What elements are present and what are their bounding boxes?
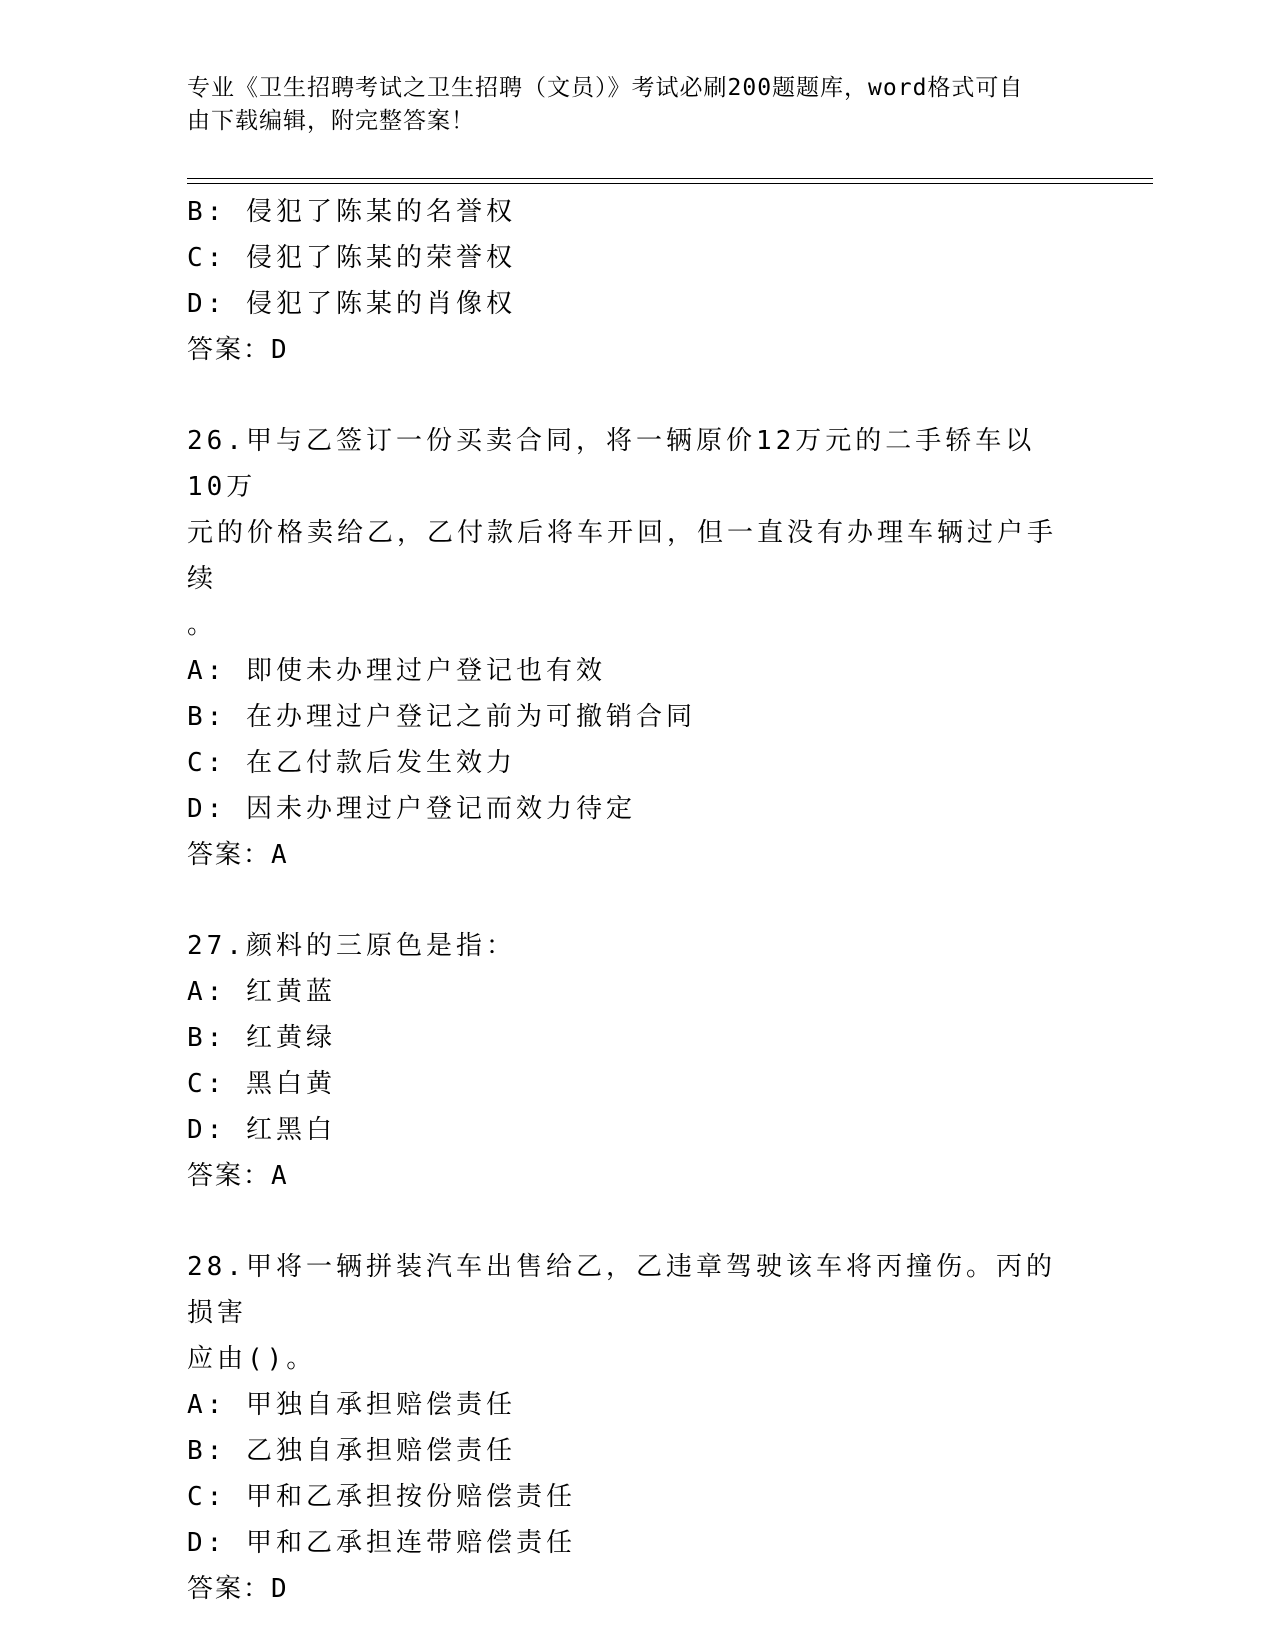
option-a: A: 红黄蓝	[187, 977, 336, 1007]
option-b: B: 在办理过户登记之前为可撤销合同	[187, 702, 696, 732]
answer-line: 答案：A	[187, 1161, 289, 1191]
question-stem	[187, 1244, 1067, 1382]
question-28	[187, 1244, 1087, 1612]
question-25	[187, 189, 1087, 373]
option-a: A: 即使未办理过户登记也有效	[187, 656, 606, 686]
answer-line: 答案：D	[187, 335, 289, 365]
question-stem	[187, 418, 1067, 648]
spacer	[187, 1199, 1087, 1244]
header-divider-top	[187, 178, 1153, 179]
option-d: D: 红黑白	[187, 1115, 336, 1145]
header-title-line-2: 由下载编辑，附完整答案！	[187, 108, 475, 134]
question-stem-line-1: 27.颜料的三原色是指：	[187, 931, 516, 961]
answer-line: 答案：A	[187, 840, 289, 870]
header-divider-bottom	[187, 183, 1153, 184]
option-d: D: 因未办理过户登记而效力待定	[187, 794, 636, 824]
option-a: A: 甲独自承担赔偿责任	[187, 1390, 516, 1420]
question-stem	[187, 923, 1067, 969]
option-d: D: 侵犯了陈某的肖像权	[187, 289, 516, 319]
option-b: B: 乙独自承担赔偿责任	[187, 1436, 516, 1466]
option-c: C: 甲和乙承担按份赔偿责任	[187, 1482, 576, 1512]
question-stem-line-1: 26.甲与乙签订一份买卖合同，将一辆原价12万元的二手轿车以10万	[187, 426, 1036, 502]
option-b: B: 侵犯了陈某的名誉权	[187, 197, 516, 227]
answer-line: 答案：D	[187, 1574, 289, 1604]
question-stem-line-3: 。	[187, 610, 218, 640]
question-26	[187, 418, 1087, 878]
question-stem-line-2: 应由()。	[187, 1344, 317, 1374]
question-27	[187, 923, 1087, 1199]
option-c: C: 在乙付款后发生效力	[187, 748, 516, 778]
question-stem-line-2: 元的价格卖给乙，乙付款后将车开回，但一直没有办理车辆过户手续	[187, 518, 1058, 594]
question-stem-line-1: 28.甲将一辆拼装汽车出售给乙，乙违章驾驶该车将丙撞伤。丙的损害	[187, 1252, 1056, 1328]
question-list	[187, 189, 1087, 1612]
spacer	[187, 878, 1087, 923]
option-c: C: 黑白黄	[187, 1069, 336, 1099]
document-header	[187, 72, 1087, 138]
option-c: C: 侵犯了陈某的荣誉权	[187, 243, 516, 273]
spacer	[187, 373, 1087, 418]
option-d: D: 甲和乙承担连带赔偿责任	[187, 1528, 576, 1558]
header-title-line-1: 专业《卫生招聘考试之卫生招聘（文员）》考试必刷200题题库，word格式可自	[187, 75, 1024, 101]
option-b: B: 红黄绿	[187, 1023, 336, 1053]
